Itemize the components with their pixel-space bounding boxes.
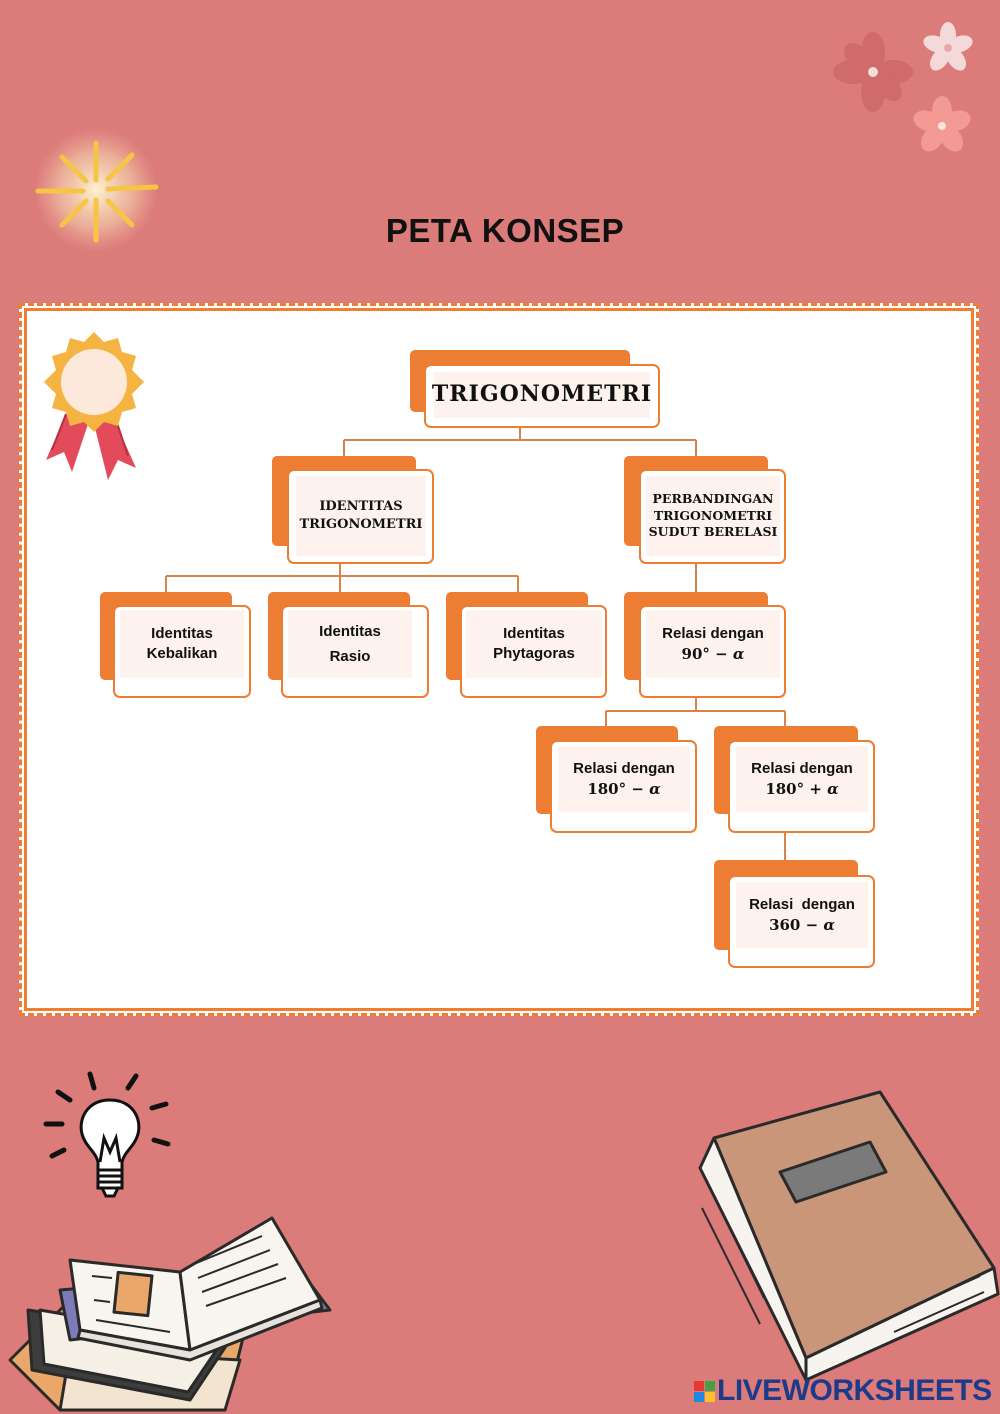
node-identitas-trigonometri-label: IDENTITAS TRIGONOMETRI [299,499,423,532]
alpha-symbol: α [732,645,745,663]
node-relasi-180-minus-label: Relasi dengan [573,759,675,777]
closed-book-icon [694,1088,1000,1388]
alpha-symbol: α [823,916,835,934]
node-relasi-180-minus-expr: 180° − [587,780,650,798]
alpha-symbol: α [827,780,839,798]
alpha-symbol: α [649,780,661,798]
liveworksheets-wordmark: LIVEWORKSHEETS [717,1374,992,1407]
node-identitas-kebalikan-label: Identitas Kebalikan [146,624,218,662]
liveworksheets-icon [694,1381,715,1402]
node-relasi-360-label: Relasi dengan [749,895,855,913]
node-relasi-180-plus-label: Relasi dengan [751,759,853,777]
node-relasi-90-expr: 90° − [681,645,733,663]
node-relasi-90-label: Relasi dengan [662,624,764,642]
node-relasi-360-expr: 360 − [769,916,824,934]
node-identitas-phytagoras-label: Identitas Phytagoras [493,624,575,662]
page-title: PETA KONSEP [385,212,625,249]
node-relasi-180-plus-expr: 180° + [765,780,828,798]
node-trigonometri-label: TRIGONOMETRI [431,381,653,408]
node-perbandingan-trigonometri-label: PERBANDINGAN TRIGONOMETRI SUDUT BERELASI [648,490,778,540]
liveworksheets-logo [694,1374,992,1408]
open-book-icon [0,1160,340,1414]
node-identitas-rasio-label: Identitas Rasio [319,622,381,665]
